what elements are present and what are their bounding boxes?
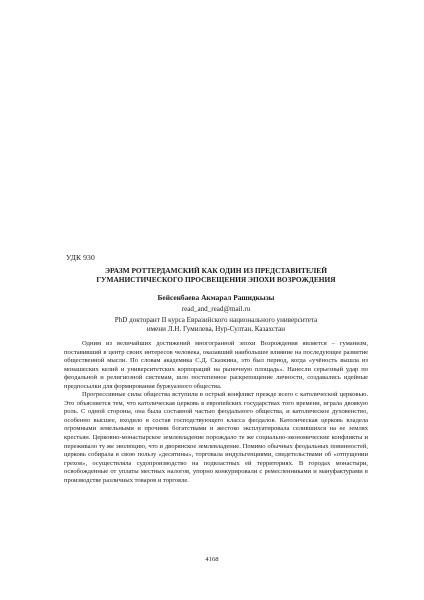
body-text bbox=[64, 340, 368, 485]
author-email: read_and_read@mail.ru bbox=[181, 305, 251, 313]
page-number: 4168 bbox=[205, 556, 219, 563]
title-line: ГУМАНИСТИЧЕСКОГО ПРОСВЕЩЕНИЯ ЭПОХИ ВОЗРОЖДЕНИЯ bbox=[96, 275, 336, 284]
author-affiliation bbox=[60, 316, 372, 334]
affiliation-line: PhD докторант II курса Евразийского национального университета bbox=[114, 316, 318, 324]
paragraph: Прогрессивные силы общества вступили в острый конфликт прежде всего с католической церковью. Это объясняется тем, что католическая церковь в европейских государствах того времени, играла двоякую роль. С одной стороны, она была составной частью феодального общества, и католическое духовенство, особенно высшее, входило в состав господствующего класса феодалов. Католическая церковь владела огромными земельными и прочими богатствами и жестоко эксплуатировала селившихся на ее землях крестьян. Церковно-монастырское землевладение порождало те же социально-экономические конфликты и переживало ту же эволюцию, что и дворянское землевладение. Помимо обычных феодальных повинностей, церковь собирала в свою пользу «десятины», торговала индульгенциями, свидетельствами об «отпущении грехов», осуществляла судопроизводство на подвластных ей территориях. В городах монастыри, освобожденные от уплаты местных налогов, упорно конкурировали с ремесленниками и мануфактурами в производстве различных товаров и торговле. bbox=[64, 391, 368, 484]
title-line: ЭРАЗМ РОТТЕРДАМСКИЙ КАК ОДИН ИЗ ПРЕДСТАВИТЕЛЕЙ bbox=[105, 266, 327, 275]
author-name: Бейсенбаева Акмарал Рашидкызы bbox=[157, 293, 275, 302]
paper-title bbox=[60, 266, 372, 284]
affiliation-line: имени Л.Н. Гумилева, Нур-Султан, Казахстан bbox=[146, 325, 286, 334]
paragraph: Одним из величайших достижений многогранной эпохи Возрождения является – гуманизм, поставивший в центр своих интересов человека, оказавший наибольшее влияние на последующее развитие общественной мысли. По словам академика С.Д. Сказкина, это был период, когда «учёность вышла из монашеских келий и университетских корпораций на рыночную площадь». Нанесли серьезный удар по феодальной и религиозной системам, шло постепенное раскрепощение личности, создавались идейные предпосылки для формирования буржуазного общества. bbox=[64, 340, 368, 390]
udk-code: УДК 930 bbox=[66, 253, 95, 262]
